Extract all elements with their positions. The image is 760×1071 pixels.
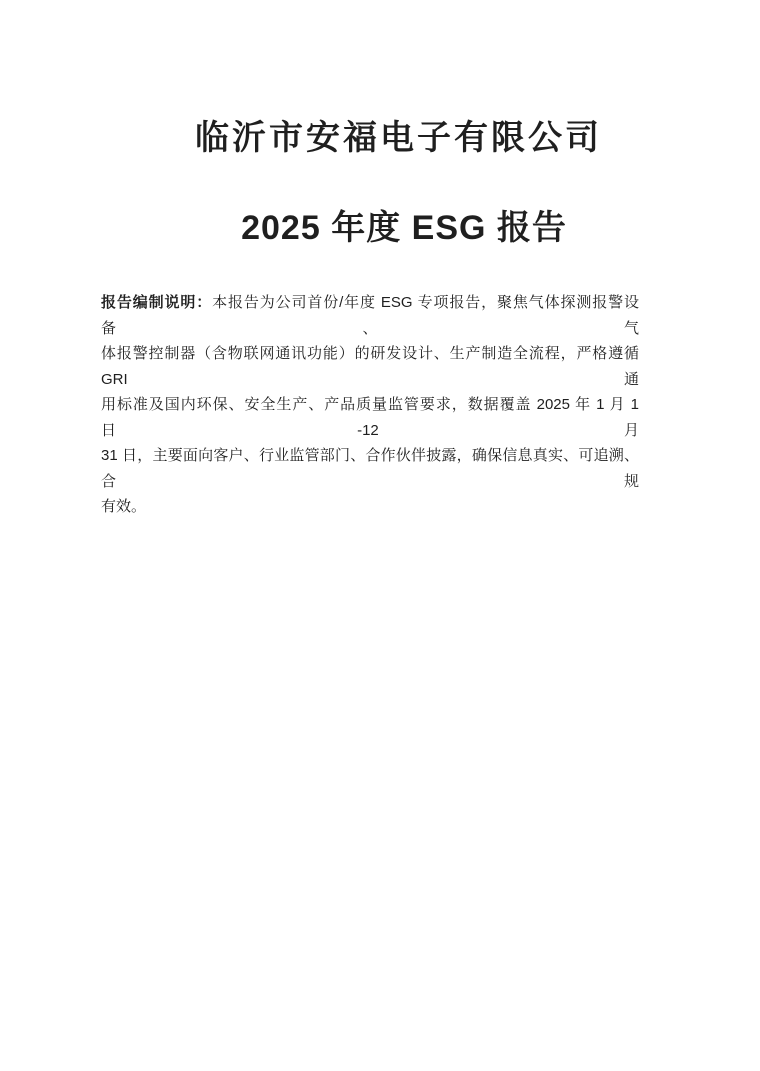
note-paragraph bbox=[101, 290, 639, 520]
note-line: 体报警控制器（含物联网通讯功能）的研发设计、生产制造全流程，严格遵循 GRI 通 bbox=[101, 345, 639, 388]
report-title: 2025 年度 ESG 报告 bbox=[241, 209, 567, 247]
note-line: 用标准及国内环保、安全生产、产品质量监管要求，数据覆盖 2025 年 1 月 1 日-12 月 bbox=[101, 396, 639, 439]
note-line: 31 日，主要面向客户、行业监管部门、合作伙伴披露，确保信息真实、可追溯、合规 bbox=[101, 447, 639, 490]
note-label: 报告编制说明： bbox=[101, 294, 213, 311]
note-line bbox=[101, 290, 639, 341]
note-line-1-text: 本报告为公司首份/年度 ESG 专项报告，聚焦气体探测报警设备、气 bbox=[101, 294, 639, 337]
company-title: 临沂市安福电子有限公司 bbox=[195, 119, 602, 157]
note-line: 有效。 bbox=[101, 498, 147, 515]
